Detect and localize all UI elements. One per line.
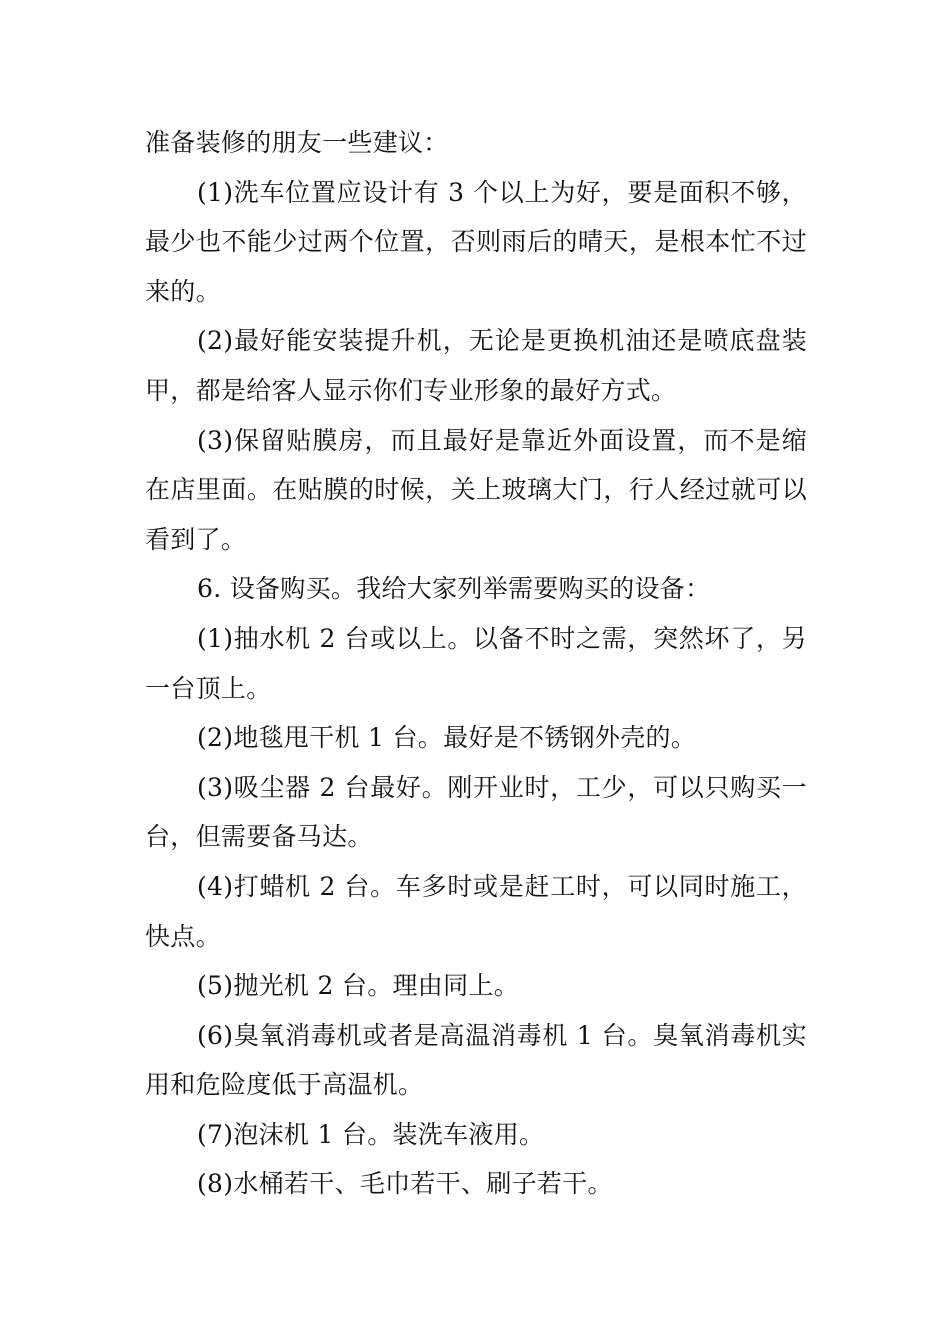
paragraph-wash-bays: (1)洗车位置应设计有 3 个以上为好，要是面积不够，最少也不能少过两个位置，否则雨后的晴天，是根本忙不过来的。 xyxy=(145,177,807,306)
list-item: (8)水桶若干、毛巾若干、刷子若干。 xyxy=(197,1169,613,1199)
document-page xyxy=(145,118,807,1209)
list-item: (5)抛光机 2 台。理由同上。 xyxy=(197,971,520,1001)
list-item: (2)地毯甩干机 1 台。最好是不锈钢外壳的。 xyxy=(197,723,697,753)
section-heading-equipment: 6. 设备购买。我给大家列举需要购买的设备： xyxy=(197,574,711,604)
paragraph-film-room: (3)保留贴膜房，而且最好是靠近外面设置，而不是缩在店里面。在贴膜的时候，关上玻璃大门，行人经过就可以看到了。 xyxy=(145,425,807,554)
list-item: (6)臭氧消毒机或者是高温消毒机 1 台。臭氧消毒机实用和危险度低于高温机。 xyxy=(145,1020,807,1100)
paragraph-intro: 准备装修的朋友一些建议： xyxy=(145,128,449,157)
list-item: (3)吸尘器 2 台最好。刚开业时，工少，可以只购买一台，但需要备马达。 xyxy=(145,772,807,852)
list-item: (4)打蜡机 2 台。车多时或是赶工时，可以同时施工，快点。 xyxy=(145,871,807,951)
paragraph-lift: (2)最好能安装提升机，无论是更换机油还是喷底盘装甲，都是给客人显示你们专业形象的最好方式。 xyxy=(145,326,807,405)
list-item: (1)抽水机 2 台或以上。以备不时之需，突然坏了，另一台顶上。 xyxy=(145,623,807,703)
list-item: (7)泡沫机 1 台。装洗车液用。 xyxy=(197,1119,545,1149)
